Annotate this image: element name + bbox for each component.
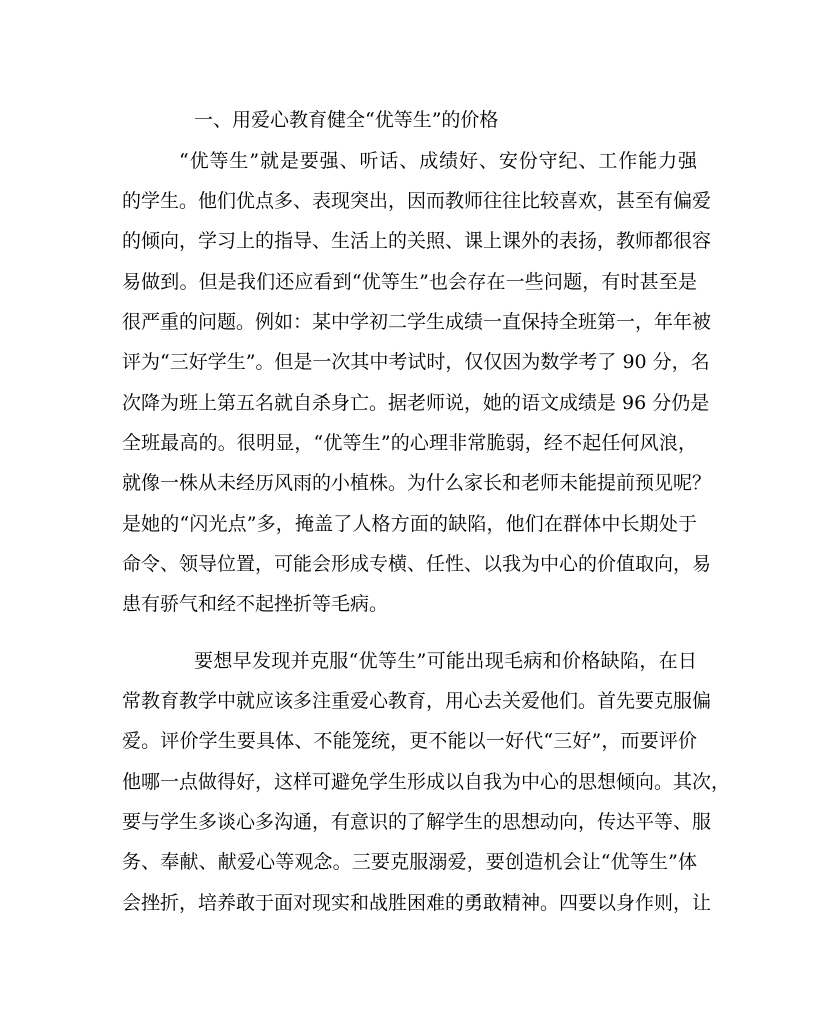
section-heading: 一、用爱心教育健全“优等生”的价格	[194, 109, 499, 131]
paragraph-line: 次降为班上第五名就自杀身亡。据老师说，她的语文成绩是 96 分仍是	[122, 392, 710, 414]
paragraph-line: 要想早发现并克服“优等生”可能出现毛病和价格缺陷，在日	[194, 650, 697, 672]
paragraph-line: 爱。评价学生要具体、不能笼统，更不能以一好代“三好”，而要评价	[122, 730, 697, 752]
paragraph-line: 会挫折，培养敢于面对现实和战胜困难的勇敢精神。四要以身作则，让	[122, 892, 712, 914]
paragraph-line: 要与学生多谈心多沟通，有意识的了解学生的思想动向，传达平等、服	[122, 811, 712, 833]
paragraph-line: 务、奉献、献爱心等观念。三要克服溺爱，要创造机会让“优等生”体	[122, 851, 697, 873]
paragraph-line: 易做到。但是我们还应看到“优等生”也会存在一些问题，有时甚至是	[122, 271, 697, 293]
paragraph-line: 评为“三好学生”。但是一次其中考试时，仅仅因为数学考了 90 分，名	[122, 351, 710, 373]
paragraph-line: 就像一株从未经历风雨的小植株。为什么家长和老师未能提前预见呢？	[122, 472, 712, 494]
paragraph-line: 他哪一点做得好，这样可避免学生形成以自我为中心的思想倾向。其次，	[122, 771, 731, 793]
paragraph-line: 很严重的问题。例如：某中学初二学生成绩一直保持全班第一，年年被	[122, 311, 712, 333]
paragraph-line: 的倾向，学习上的指导、生活上的关照、课上课外的表扬，教师都很容	[122, 230, 712, 252]
paragraph-line: 命令、领导位置，可能会形成专横、任性、以我为中心的价值取向，易	[122, 553, 712, 575]
paragraph-line: 全班最高的。很明显，“优等生”的心理非常脆弱，经不起任何风浪，	[122, 432, 697, 454]
paragraph-line: 是她的“闪光点”多，掩盖了人格方面的缺陷，他们在群体中长期处于	[122, 513, 697, 535]
paragraph-line: 的学生。他们优点多、表现突出，因而教师往往比较喜欢，甚至有偏爱	[122, 190, 712, 212]
paragraph-line: 患有骄气和经不起挫折等毛病。	[122, 593, 389, 615]
paragraph-line: “优等生”就是要强、听话、成绩好、安份守纪、工作能力强	[179, 150, 697, 172]
paragraph-line: 常教育教学中就应该多注重爱心教育，用心去关爱他们。首先要克服偏	[122, 690, 712, 712]
